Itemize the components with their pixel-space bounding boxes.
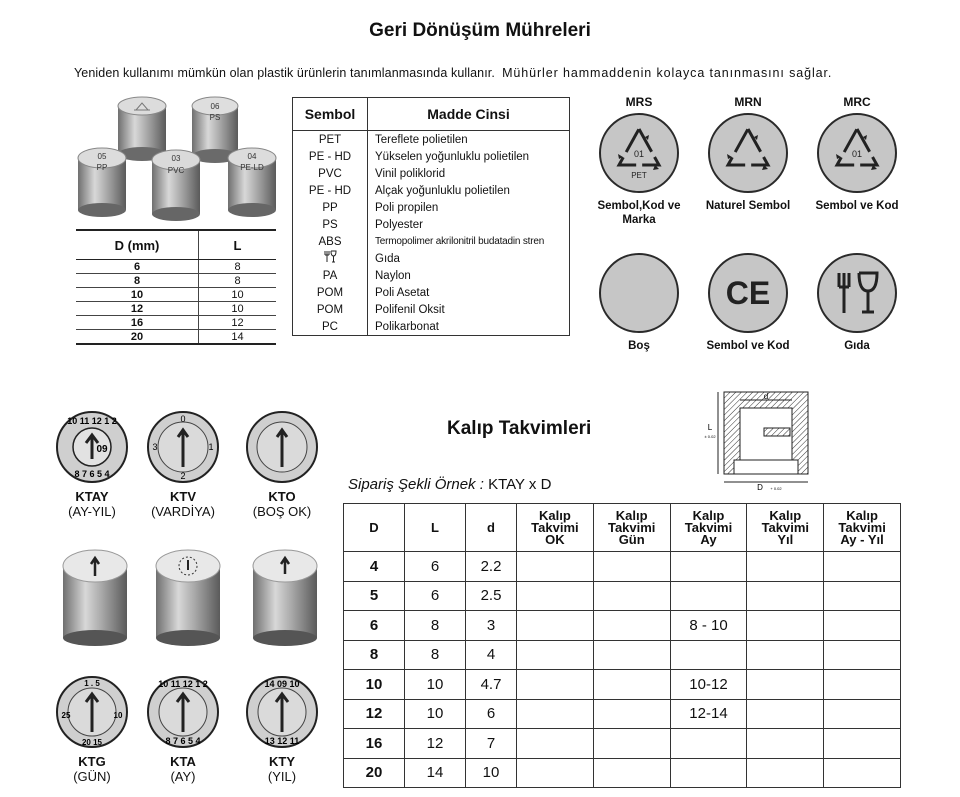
- recycle-circle: [817, 113, 897, 193]
- stamp-ktay: [46, 409, 138, 519]
- cell: [517, 640, 594, 670]
- cell: 6: [405, 581, 466, 611]
- kto-dial-icon: [244, 409, 320, 485]
- cell: 2.2: [466, 552, 517, 582]
- table-row: [293, 301, 570, 318]
- svg-text:3: 3: [152, 442, 158, 452]
- table-row: [344, 640, 901, 670]
- cell: POM: [293, 284, 368, 301]
- product-photo: [74, 96, 284, 222]
- cell: PVC: [293, 165, 368, 182]
- cell: Tereflete polietilen: [375, 133, 468, 146]
- recycle-circle: [599, 113, 679, 193]
- stamp-photo-3: [250, 548, 320, 653]
- cell: 6: [76, 260, 199, 274]
- stamp-sub: (GÜN): [73, 769, 111, 784]
- pin-pp-label: PP: [96, 163, 108, 172]
- stamp-name: KTAY: [75, 489, 109, 504]
- diagram-tol-l: ± 0.02: [704, 434, 716, 439]
- cell: 8 - 10: [670, 611, 747, 641]
- symbol-caption: Sembol ve Kod: [815, 200, 899, 212]
- stamp-name: KTA: [170, 754, 196, 769]
- symbol-ce: [698, 249, 798, 353]
- stamp-ktv: [137, 409, 229, 519]
- cell: 8: [199, 274, 277, 288]
- cell: [593, 758, 670, 788]
- dl-header-d: D (mm): [76, 230, 199, 260]
- cell: 10: [344, 670, 405, 700]
- calendar-table: [343, 503, 901, 788]
- stamp-name: KTG: [78, 754, 106, 769]
- stamp-sub: (VARDİYA): [151, 504, 215, 519]
- cell: Gıda: [375, 252, 400, 265]
- cell: [593, 552, 670, 582]
- cell: [670, 758, 747, 788]
- cell: [747, 640, 824, 670]
- ce-mark-icon: [710, 255, 786, 331]
- cell: Polifenil Oksit: [375, 303, 445, 316]
- svg-text:10 11 12 1 2: 10 11 12 1 2: [158, 679, 208, 689]
- cell: Poli Asetat: [375, 286, 430, 299]
- stamp-photo-2: [153, 548, 223, 653]
- cell: 10: [405, 699, 466, 729]
- pin-recycle: [118, 97, 166, 161]
- cell: 12: [405, 729, 466, 759]
- ktay-center: 09: [96, 444, 108, 455]
- ce-circle: [708, 253, 788, 333]
- cell: PP: [293, 199, 368, 216]
- sembol-header: Sembol: [293, 98, 368, 131]
- cell: PS: [293, 216, 368, 233]
- symbol-caption: Sembol ve Kod: [706, 340, 790, 352]
- order-label: Sipariş Şekli Örnek :: [348, 476, 484, 493]
- stamp-name: KTO: [268, 489, 296, 504]
- svg-text:10 11 12 1 2: 10 11 12 1 2: [67, 416, 117, 426]
- symbol-mrn: [698, 95, 798, 213]
- cell: Polikarbonat: [375, 320, 439, 333]
- col-header: Kalıp Takvimi Ay - Yıl: [824, 504, 901, 552]
- intro-part2: Mühürler hammaddenin kolayca tanınmasını sağlar.: [502, 66, 833, 80]
- cell: PE - HD: [293, 148, 368, 165]
- symbol-caption-2: Marka: [622, 214, 656, 226]
- symbol-mrc: [807, 95, 907, 213]
- table-row: [76, 274, 276, 288]
- col-header: D: [344, 504, 405, 552]
- calendar-title: Kalıp Takvimleri: [447, 418, 592, 439]
- cell: [747, 670, 824, 700]
- cell: [517, 611, 594, 641]
- ktg-dial-icon: [54, 674, 130, 750]
- madde-header: Madde Cinsi: [368, 98, 570, 131]
- cell: [747, 611, 824, 641]
- recycle-circle: [708, 113, 788, 193]
- table-row: [293, 250, 570, 267]
- cell: [747, 552, 824, 582]
- symbol-gida: [807, 249, 907, 353]
- cell: PC: [293, 318, 368, 336]
- table-row: [293, 199, 570, 216]
- table-row: [344, 729, 901, 759]
- cell: 8: [405, 640, 466, 670]
- page-title: Geri Dönüşüm Mühreleri: [369, 20, 591, 41]
- col-header: Kalıp Takvimi OK: [517, 504, 594, 552]
- svg-text:14 09 10: 14 09 10: [264, 679, 300, 689]
- symbol-code: MRC: [843, 95, 871, 109]
- table-row: [344, 611, 901, 641]
- pin-pe-ld-code: 04: [247, 152, 257, 161]
- dl-header-l: L: [199, 230, 277, 260]
- cell: 4: [466, 640, 517, 670]
- cell: [517, 670, 594, 700]
- stamp-kty: [236, 674, 328, 784]
- table-row: [76, 302, 276, 316]
- cell: 10-12: [670, 670, 747, 700]
- table-row: [293, 131, 570, 149]
- cell: Naylon: [375, 269, 411, 282]
- table-row: [76, 260, 276, 274]
- cell: Polyester: [375, 218, 423, 231]
- kty-dial-icon: [244, 674, 320, 750]
- table-row: [293, 182, 570, 199]
- cell: 20: [344, 758, 405, 788]
- cell: [670, 729, 747, 759]
- dimension-table: [76, 229, 276, 345]
- table-row: [293, 216, 570, 233]
- table-row: [293, 284, 570, 301]
- col-header: Kalıp Takvimi Yıl: [747, 504, 824, 552]
- stamp-kta: [137, 674, 229, 784]
- cell: 10: [199, 288, 277, 302]
- cell: 10: [466, 758, 517, 788]
- cell: 8: [76, 274, 199, 288]
- table-row: [293, 165, 570, 182]
- cell: 8: [199, 260, 277, 274]
- cell: [824, 640, 901, 670]
- cell: [293, 250, 368, 267]
- svg-text:0: 0: [180, 414, 186, 424]
- svg-text:1 . 5: 1 . 5: [84, 679, 100, 688]
- col-header: L: [405, 504, 466, 552]
- cell: Yükselen yoğunluklu polietilen: [375, 150, 530, 163]
- cell: ABS: [293, 233, 368, 250]
- stamp-name: KTV: [170, 489, 196, 504]
- diagram-D: D: [757, 483, 763, 492]
- cell: [747, 758, 824, 788]
- table-row: [293, 318, 570, 336]
- cell: 14: [199, 330, 277, 345]
- cell: [824, 611, 901, 641]
- svg-text:25: 25: [61, 711, 71, 720]
- cell: PA: [293, 267, 368, 284]
- cell: 8: [344, 640, 405, 670]
- symbol-code: MRN: [734, 95, 762, 109]
- symbol-bos: [589, 249, 689, 353]
- cell: [517, 729, 594, 759]
- cell: [593, 670, 670, 700]
- pin-pp-code: 05: [97, 152, 107, 161]
- cell: [824, 581, 901, 611]
- cell: [670, 581, 747, 611]
- cell: [593, 729, 670, 759]
- cell: [824, 699, 901, 729]
- intro-part1: Yeniden kullanımı mümkün olan plastik ürünlerin tanımlanmasında kullanır.: [74, 66, 495, 80]
- cell: [747, 581, 824, 611]
- table-row: [344, 758, 901, 788]
- food-icon: [323, 250, 337, 263]
- cell: [824, 729, 901, 759]
- stamp-sub: (AY): [170, 769, 196, 784]
- cross-section-diagram: [700, 388, 820, 497]
- cell: [824, 670, 901, 700]
- cell: [747, 699, 824, 729]
- inner-code: 01: [851, 149, 863, 159]
- cell: PET: [293, 131, 368, 149]
- cell: 20: [76, 330, 199, 345]
- order-value: KTAY x D: [488, 476, 552, 493]
- cell: [593, 640, 670, 670]
- col-header: Kalıp Takvimi Ay: [670, 504, 747, 552]
- cell: [824, 758, 901, 788]
- cell: 5: [344, 581, 405, 611]
- stamp-kto: [236, 409, 328, 519]
- diagram-d: d: [763, 392, 769, 401]
- cell: [670, 640, 747, 670]
- pin-pp: [78, 148, 126, 217]
- symbol-table: [292, 97, 570, 336]
- cell: 2.5: [466, 581, 517, 611]
- table-row: [76, 288, 276, 302]
- pin-ps-code: 06: [210, 102, 220, 111]
- cell: 6: [344, 611, 405, 641]
- pin-pe-ld-label: PE-LD: [240, 163, 264, 172]
- svg-text:20 15: 20 15: [81, 738, 103, 747]
- pin-pvc-label: PVC: [167, 166, 185, 175]
- recycle-icon: [710, 115, 786, 191]
- cell: 10: [199, 302, 277, 316]
- pin-pe-ld: [228, 148, 276, 217]
- symbol-caption: Boş: [628, 340, 650, 352]
- cell: 3: [466, 611, 517, 641]
- food-circle: [817, 253, 897, 333]
- cell: [517, 552, 594, 582]
- stamp-sub: (YIL): [267, 769, 297, 784]
- pin-ps-label: PS: [209, 113, 221, 122]
- cell: 4: [344, 552, 405, 582]
- table-row: [293, 148, 570, 165]
- cell: 12: [199, 316, 277, 330]
- cell: 7: [466, 729, 517, 759]
- table-row: [344, 670, 901, 700]
- symbol-code: MRS: [625, 95, 653, 109]
- ce-mark-text: CE: [725, 275, 771, 311]
- intro-text: [74, 66, 832, 80]
- cell: Vinil poliklorid: [375, 167, 446, 180]
- stamp-sub: (BOŞ OK): [252, 504, 312, 519]
- symbol-caption: Sembol,Kod ve: [597, 200, 681, 212]
- cell: 8: [405, 611, 466, 641]
- inner-code: 01: [633, 149, 645, 159]
- cell: Poli propilen: [375, 201, 439, 214]
- svg-text:13 12 11: 13 12 11: [264, 736, 300, 746]
- symbol-caption: Naturel Sembol: [705, 200, 791, 212]
- cell: [517, 758, 594, 788]
- table-row: [293, 267, 570, 284]
- col-header: Kalıp Takvimi Gün: [593, 504, 670, 552]
- stamp-name: KTY: [269, 754, 295, 769]
- table-row: [76, 330, 276, 345]
- cell: 14: [405, 758, 466, 788]
- cell: 16: [76, 316, 199, 330]
- stamp-sub: (AY-YIL): [68, 504, 116, 519]
- col-header: d: [466, 504, 517, 552]
- table-row: [344, 552, 901, 582]
- svg-text:8 7 6 5 4: 8 7 6 5 4: [165, 736, 201, 746]
- cell: 12: [344, 699, 405, 729]
- cell: [593, 699, 670, 729]
- kta-dial-icon: [145, 674, 221, 750]
- cell: 12: [76, 302, 199, 316]
- ktv-dial-icon: [145, 409, 221, 485]
- blank-circle: [599, 253, 679, 333]
- cell: 6: [466, 699, 517, 729]
- cell: POM: [293, 301, 368, 318]
- pin-pvc: [152, 150, 200, 221]
- svg-text:1: 1: [208, 442, 214, 452]
- table-row: [344, 699, 901, 729]
- cell: [517, 699, 594, 729]
- order-example: [348, 476, 551, 493]
- cell: Termopolimer akrilonitril budatadin stren: [375, 235, 545, 247]
- cell: [593, 611, 670, 641]
- cell: 16: [344, 729, 405, 759]
- inner-sub: PET: [631, 171, 647, 180]
- cell: [517, 581, 594, 611]
- symbol-caption: Gıda: [844, 340, 870, 352]
- cell: 4.7: [466, 670, 517, 700]
- svg-text:2: 2: [180, 471, 186, 481]
- table-row: [344, 581, 901, 611]
- diagram-l: L: [707, 423, 713, 432]
- pin-pvc-code: 03: [171, 154, 181, 163]
- stamp-photo-1: [60, 548, 130, 653]
- cell: 6: [405, 552, 466, 582]
- cell: Alçak yoğunluklu polietilen: [375, 184, 510, 197]
- diagram-tol-d: + 0.02: [770, 486, 782, 491]
- cell: [747, 729, 824, 759]
- recycle-icon: [819, 115, 895, 191]
- cell: [670, 552, 747, 582]
- svg-text:10: 10: [113, 711, 123, 720]
- cell: 10: [76, 288, 199, 302]
- recycle-icon: [601, 115, 677, 191]
- ktay-dial-icon: [54, 409, 130, 485]
- cell: 10: [405, 670, 466, 700]
- cell: [824, 552, 901, 582]
- cell: [593, 581, 670, 611]
- stamp-ktg: [46, 674, 138, 784]
- symbol-mrs: [589, 95, 689, 227]
- cell: 12-14: [670, 699, 747, 729]
- svg-text:8 7 6 5 4: 8 7 6 5 4: [74, 469, 110, 479]
- cell: PE - HD: [293, 182, 368, 199]
- food-icon: [819, 255, 895, 331]
- table-row: [293, 233, 570, 250]
- table-row: [76, 316, 276, 330]
